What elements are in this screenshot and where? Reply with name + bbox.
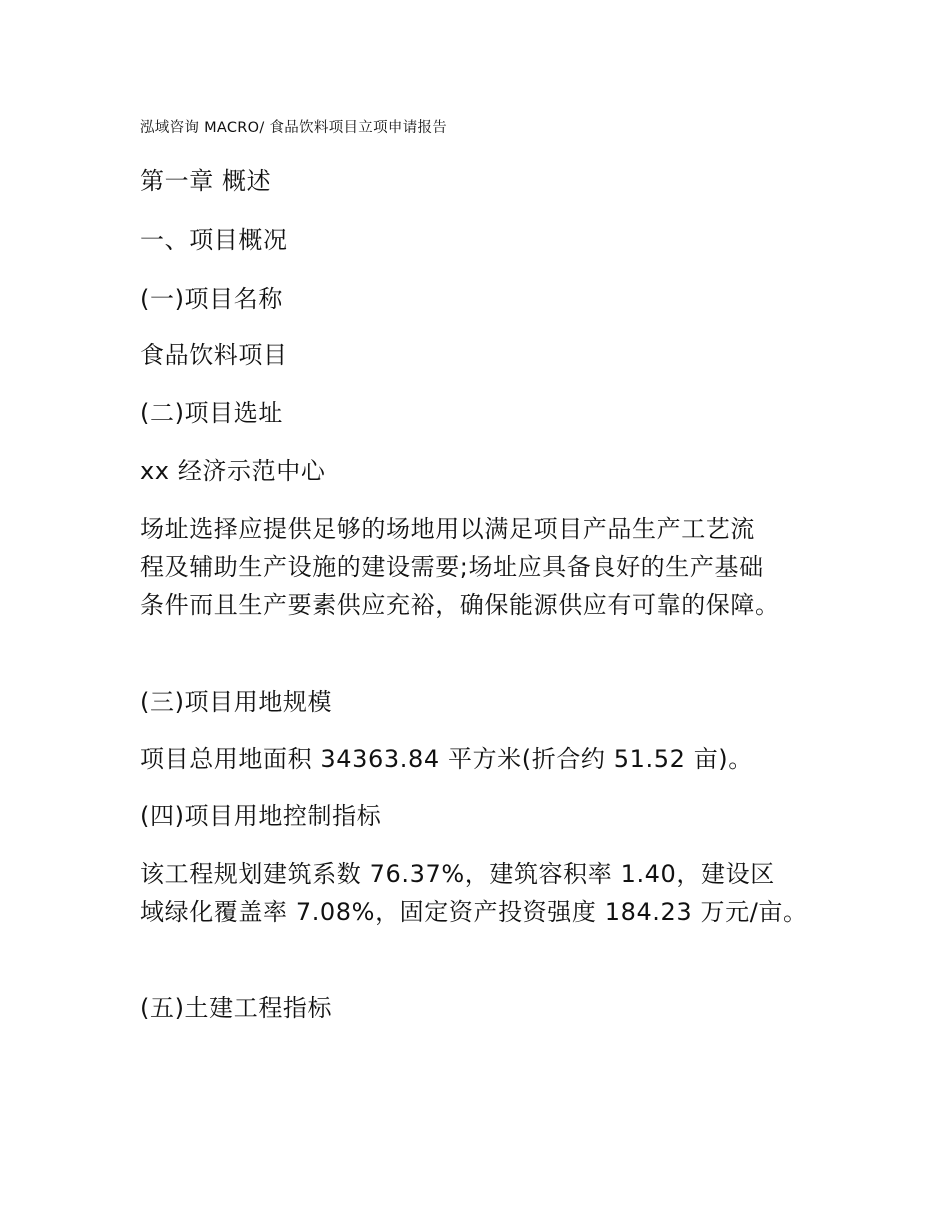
paragraph-line: 程及辅助生产设施的建设需要;场址应具备良好的生产基础 [140, 553, 764, 581]
chapter-title: 第一章 概述 [140, 167, 272, 195]
subsection-title-land-indicators: (四)项目用地控制指标 [140, 802, 382, 830]
subsection-title-project-name: (一)项目名称 [140, 285, 283, 313]
paragraph-line: 域绿化覆盖率 7.08%，固定资产投资强度 184.23 万元/亩。 [140, 898, 808, 926]
paragraph-line: 条件而且生产要素供应充裕，确保能源供应有可靠的保障。 [140, 591, 780, 619]
indicator-paragraph [140, 855, 830, 931]
project-name-text: 食品饮料项目 [140, 341, 288, 369]
section-heading-overview: 一、项目概况 [140, 226, 288, 254]
site-paragraph [140, 510, 830, 624]
paragraph-line: 场址选择应提供足够的场地用以满足项目产品生产工艺流 [140, 515, 755, 543]
subsection-title-location: (二)项目选址 [140, 399, 283, 427]
land-area-text: 项目总用地面积 34363.84 平方米(折合约 51.52 亩)。 [140, 745, 753, 773]
subsection-title-land-scale: (三)项目用地规模 [140, 688, 333, 716]
running-header: 泓域咨询 MACRO/ 食品饮料项目立项申请报告 [140, 120, 448, 136]
subsection-title-civil-works: (五)土建工程指标 [140, 994, 333, 1022]
paragraph-line: 该工程规划建筑系数 76.37%，建筑容积率 1.40，建设区 [140, 860, 775, 888]
location-text: xx 经济示范中心 [140, 457, 326, 485]
